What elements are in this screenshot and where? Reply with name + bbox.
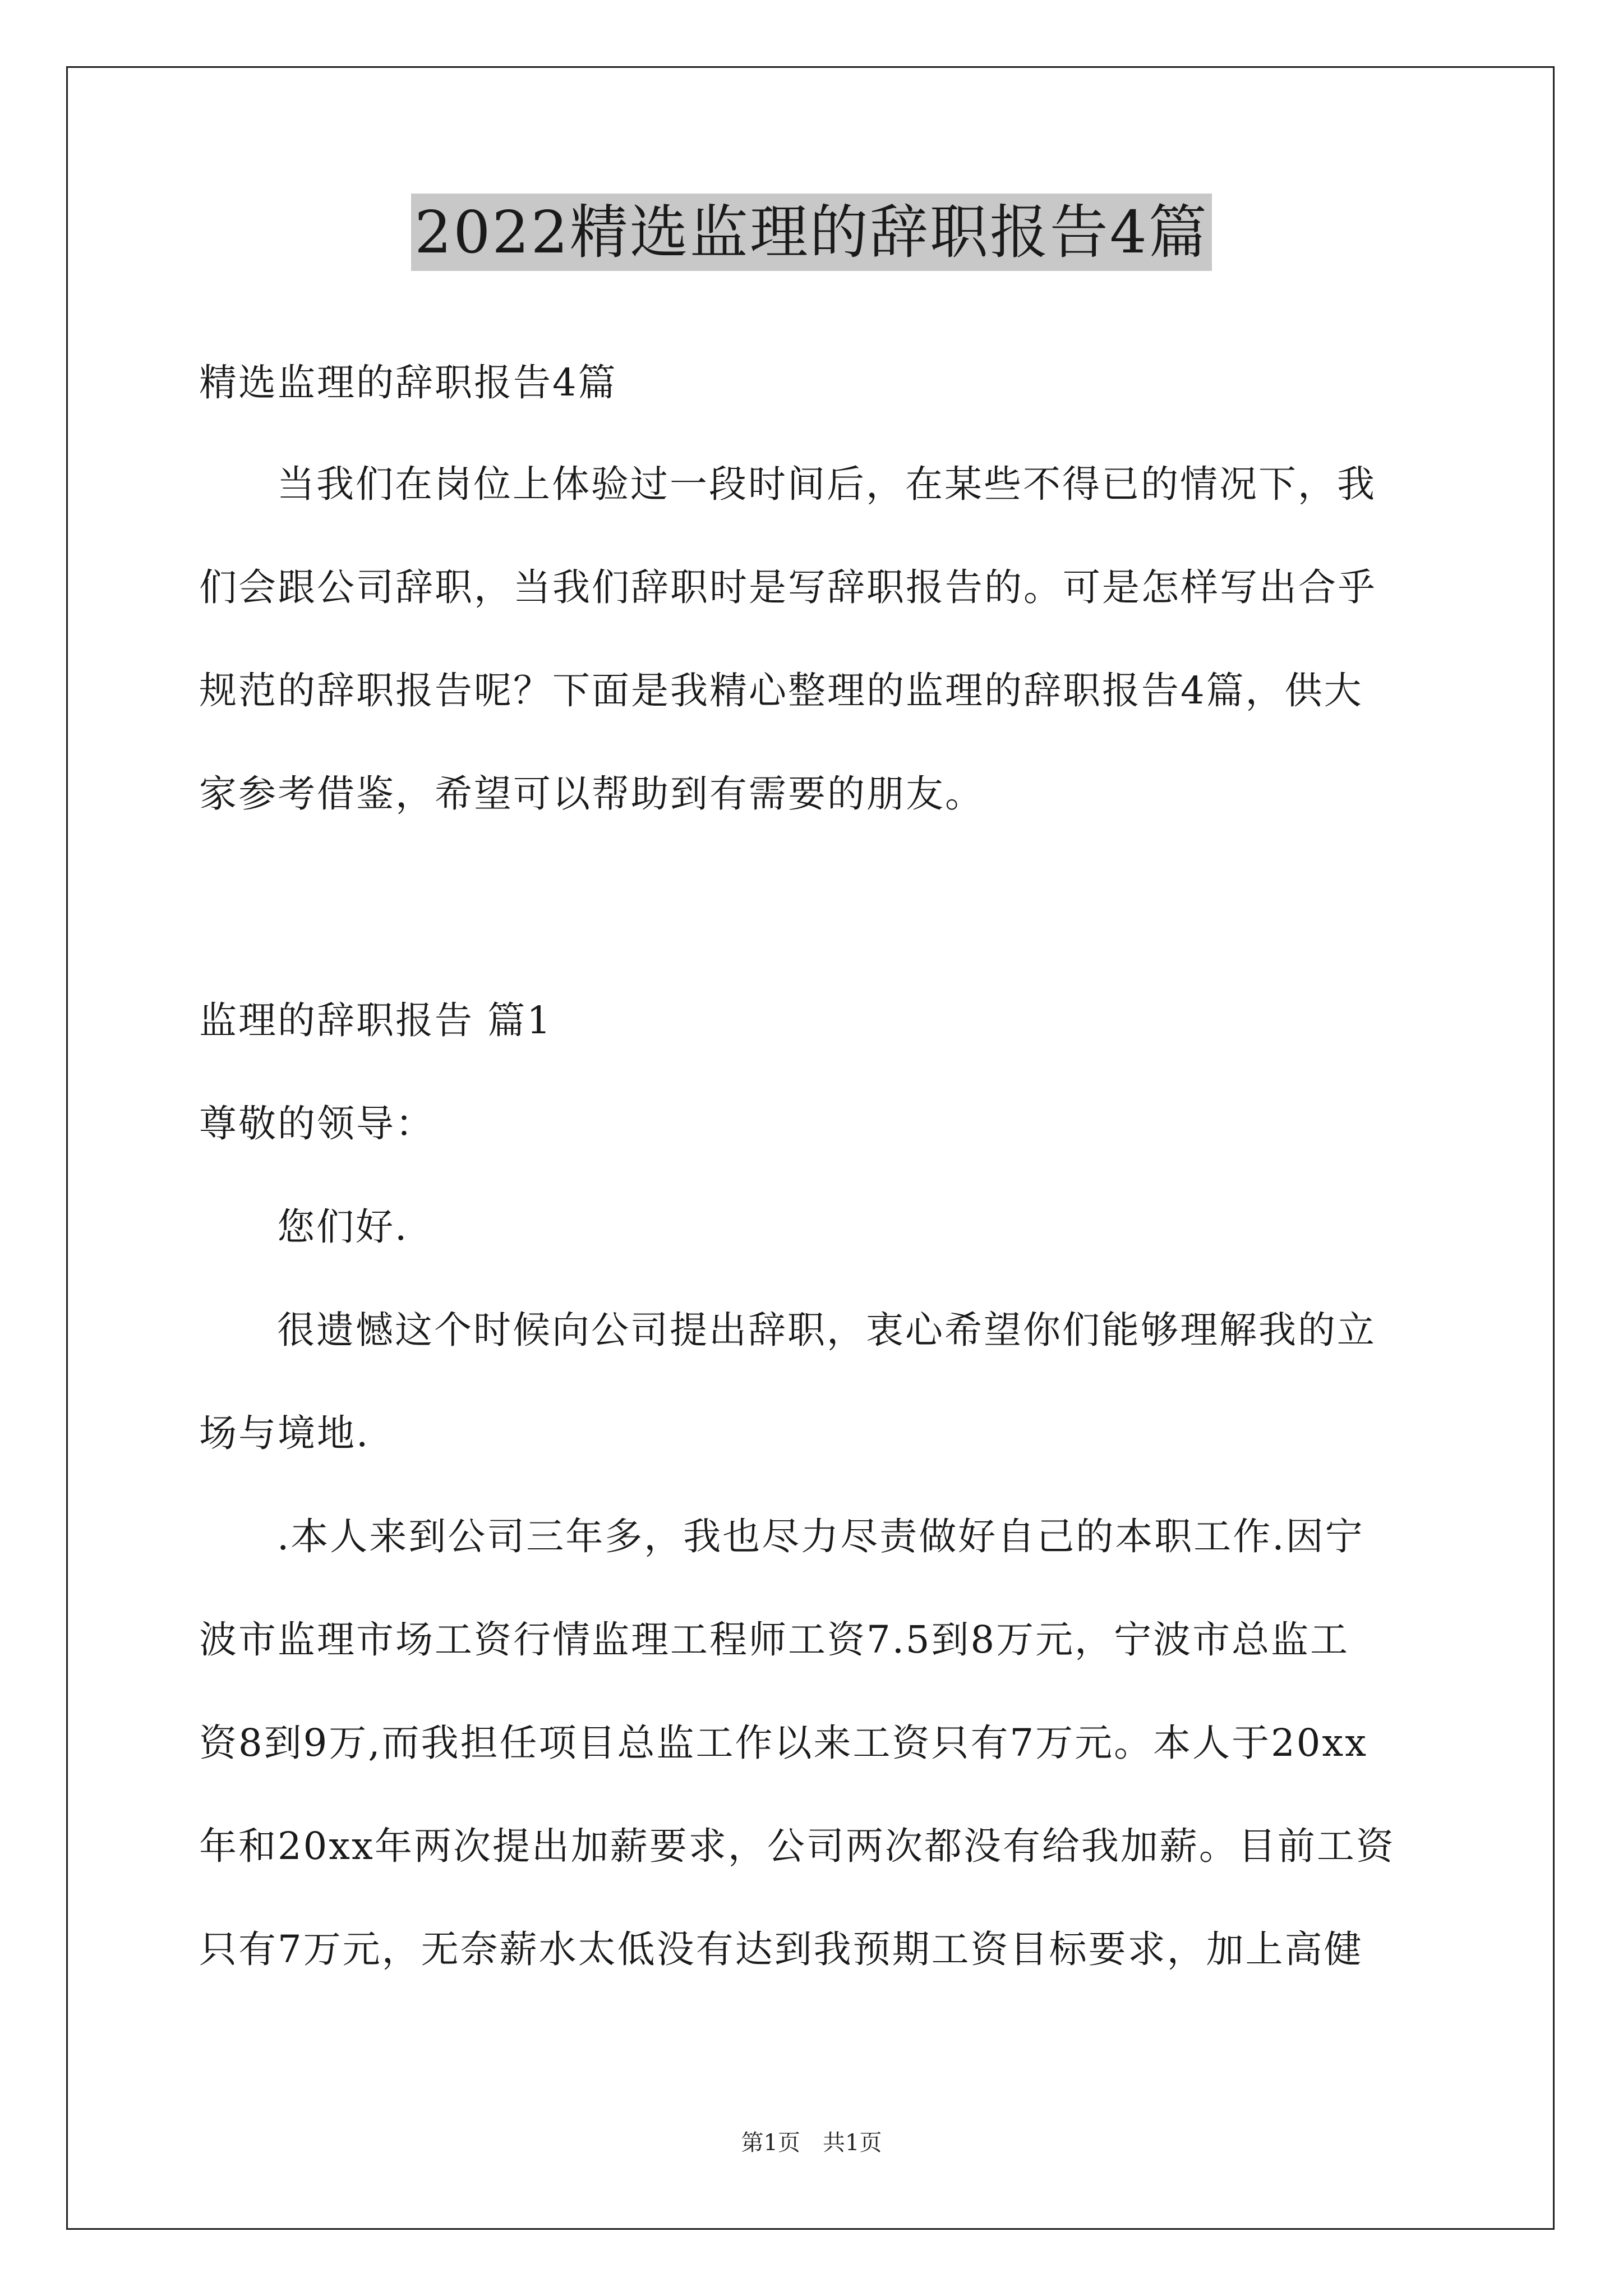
page-number-current: 第1页: [741, 2130, 800, 2156]
salutation: 尊敬的领导：: [199, 1102, 435, 1145]
body-line-7: 只有7万元，无奈薪水太低没有达到我预期工资目标要求，加上高健: [199, 1927, 1363, 1971]
body-line-1: 很遗憾这个时候向公司提出辞职，衷心希望你们能够理解我的立: [277, 1308, 1376, 1352]
document-title: 2022精选监理的辞职报告4篇: [411, 194, 1212, 271]
body-line-6: 年和20xx年两次提出加薪要求，公司两次都没有给我加薪。目前工资: [199, 1824, 1395, 1868]
intro-line-4: 家参考借鉴，希望可以帮助到有需要的朋友。: [199, 772, 984, 816]
intro-line-1: 当我们在岗位上体验过一段时间后，在某些不得已的情况下，我: [277, 462, 1376, 506]
intro-line-3: 规范的辞职报告呢？下面是我精心整理的监理的辞职报告4篇，供大: [199, 669, 1363, 712]
intro-line-2: 们会跟公司辞职，当我们辞职时是写辞职报告的。可是怎样写出合乎: [199, 565, 1377, 609]
page-footer: [0, 2129, 1623, 2157]
page-number-total: 共1页: [823, 2130, 882, 2156]
section-heading: 监理的辞职报告 篇1: [199, 999, 552, 1042]
body-line-4: 波市监理市场工资行情监理工程师工资7.5到8万元，宁波市总监工: [199, 1618, 1350, 1662]
body-line-3: .本人来到公司三年多，我也尽力尽责做好自己的本职工作.因宁: [277, 1515, 1364, 1558]
document-subtitle: 精选监理的辞职报告4篇: [199, 361, 617, 404]
body-line-2: 场与境地.: [199, 1411, 370, 1455]
greeting: 您们好.: [277, 1205, 409, 1249]
title-wrap: [0, 194, 1623, 271]
body-line-5: 资8到9万,而我担任项目总监工作以来工资只有7万元。本人于20xx: [199, 1721, 1368, 1765]
